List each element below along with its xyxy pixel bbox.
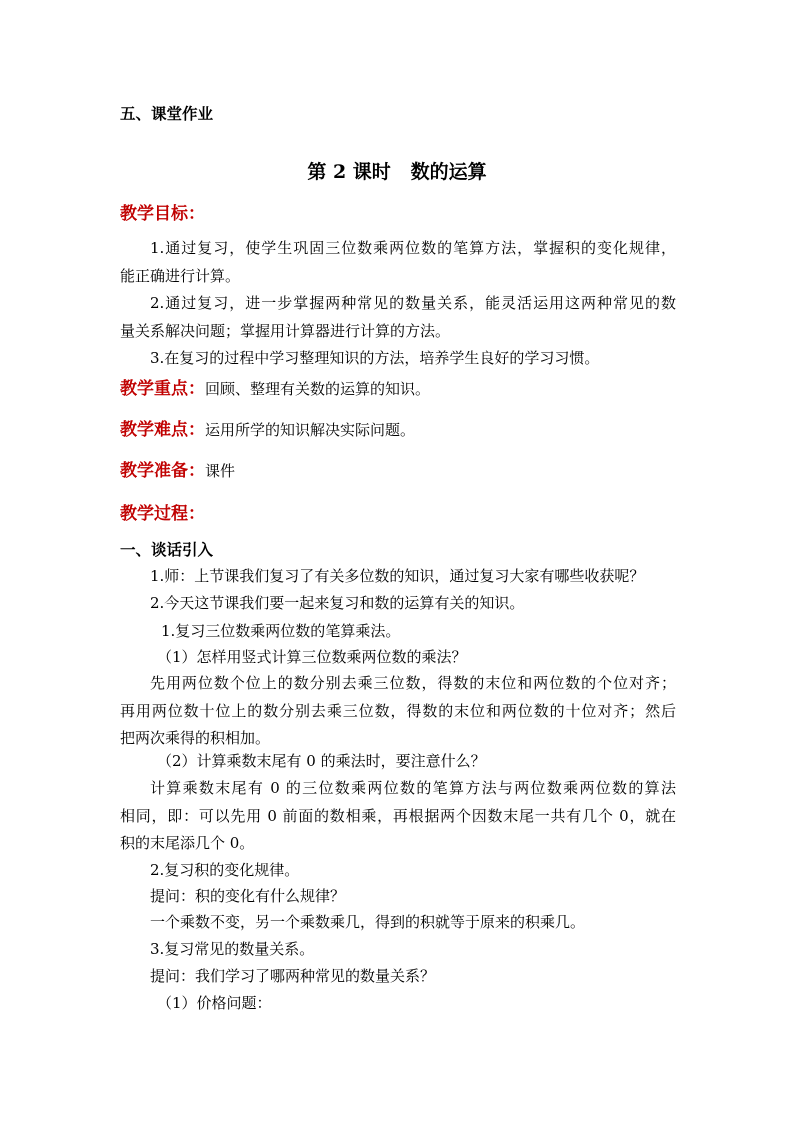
difficulties-text: 运用所学的知识解决实际问题。 <box>205 421 416 439</box>
objectives-label: 教学目标： <box>120 204 205 224</box>
process-line: 先用两位数个位上的数分别去乘三位数，得数的末位和两位数的个位对齐； <box>150 674 676 692</box>
key-points-row <box>120 378 430 400</box>
section-heading: 一、谈话引入 <box>120 540 214 559</box>
objective-line: 量关系解决问题；掌握用计算器进行计算的方法。 <box>120 322 451 340</box>
process-line: （1）怎样用竖式计算三位数乘两位数的乘法？ <box>157 648 467 666</box>
process-line: 积的末尾添几个 0。 <box>120 834 255 852</box>
process-line: 计算乘数末尾有 0 的三位数乘两位数的笔算方法与两位数乘两位数的算法 <box>150 779 676 797</box>
objective-line: 3.在复习的过程中学习整理知识的方法，培养学生良好的学习习惯。 <box>150 349 600 367</box>
objectives-heading <box>120 203 205 225</box>
page-title: 第 2 课时 数的运算 <box>307 161 487 183</box>
process-line: 相同，即：可以先用 0 前面的数相乘，再根据两个因数末尾一共有几个 0，就在 <box>120 807 676 825</box>
key-points-text: 回顾、整理有关数的运算的知识。 <box>205 380 431 398</box>
objective-line: 能正确进行计算。 <box>120 267 241 285</box>
difficulties-label: 教学难点： <box>120 420 205 440</box>
process-label: 教学过程： <box>120 504 205 524</box>
objective-line: 1.通过复习，使学生巩固三位数乘两位数的笔算方法，掌握积的变化规律， <box>150 239 676 257</box>
process-line: （1）价格问题： <box>157 994 272 1012</box>
difficulties-row <box>120 419 415 441</box>
process-line: 再用两位数十位上的数分别去乘三位数，得数的末位和两位数的十位对齐；然后 <box>120 702 676 720</box>
process-line: 1.师：上节课我们复习了有关多位数的知识，通过复习大家有哪些收获呢？ <box>150 567 645 585</box>
process-line: 一个乘数不变，另一个乘数乘几，得到的积就等于原来的积乘几。 <box>150 913 586 931</box>
process-line: 2.复习积的变化规律。 <box>150 861 300 879</box>
process-line: 3.复习常见的数量关系。 <box>150 940 315 958</box>
homework-heading: 五、课堂作业 <box>120 104 214 123</box>
objective-line: 2.通过复习，进一步掌握两种常见的数量关系，能灵活运用这两种常见的数 <box>150 294 676 312</box>
key-points-label: 教学重点： <box>120 379 205 399</box>
process-line: （2）计算乘数末尾有 0 的乘法时，要注意什么？ <box>157 752 486 770</box>
process-line: 把两次乘得的积相加。 <box>120 729 271 747</box>
preparation-text: 课件 <box>205 462 236 480</box>
process-line: 2.今天这节课我们要一起来复习和数的运算有关的知识。 <box>150 594 525 612</box>
process-line: 提问：积的变化有什么规律？ <box>150 887 346 905</box>
preparation-label: 教学准备： <box>120 461 205 481</box>
process-line: 提问：我们学习了哪两种常见的数量关系？ <box>150 967 436 985</box>
process-line: 1.复习三位数乘两位数的笔算乘法。 <box>161 622 401 640</box>
process-heading <box>120 503 205 525</box>
preparation-row <box>120 460 235 482</box>
